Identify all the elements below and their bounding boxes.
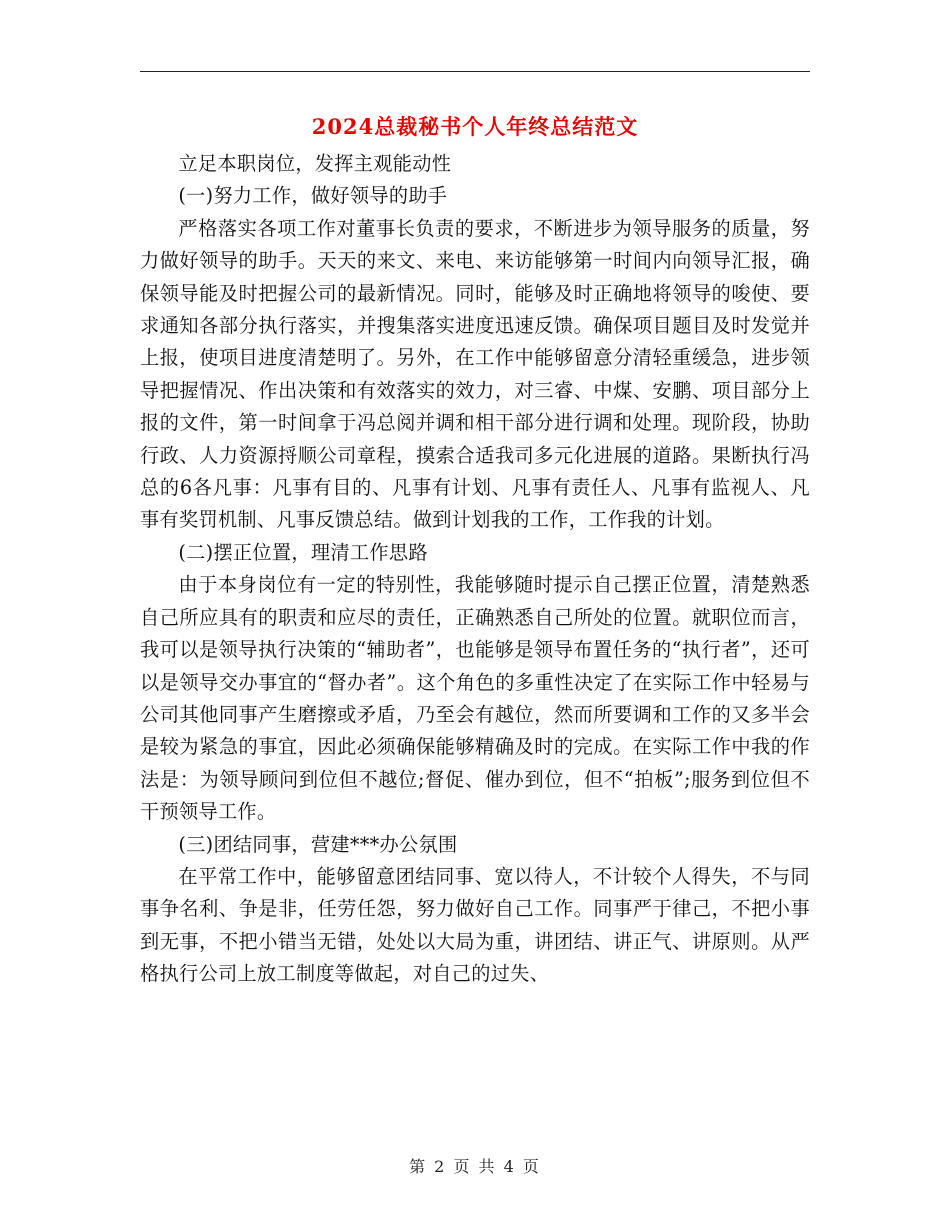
document-title: 2024总裁秘书个人年终总结范文: [311, 114, 639, 139]
body-paragraph-2: 由于本身岗位有一定的特别性，我能够随时提示自己摆正位置，清楚熟悉自己所应具有的职责和应尽的责任，正确熟悉自己所处的位置。就职位而言，我可以是领导执行决策的“辅助者”，也能够是领导布置任务的“执行者”，还可以是领导交办事宜的“督办者”。这个角色的多重性决定了在实际工作中轻易与公司其他同事产生磨擦或矛盾，乃至会有越位，然而所要调和工作的又多半会是较为紧急的事宜，因此必须确保能够精确及时的完成。在实际工作中我的作法是：为领导顾问到位但不越位;督促、催办到位，但不“拍板”;服务到位但不干预领导工作。: [140, 573, 810, 824]
page-footer: 第 2 页 共 4 页: [409, 1157, 541, 1176]
section-heading: 立足本职岗位，发挥主观能动性: [178, 152, 452, 175]
body-paragraph-3: 在平常工作中，能够留意团结同事、宽以待人，不计较个人得失，不与同事争名利、争是非，任劳任怨，努力做好自己工作。同事严于律己，不把小事到无事，不把小错当无错，处处以大局为重，讲团结、讲正气、讲原则。从严格执行公司上放工制度等做起，对自己的过失、: [140, 864, 810, 986]
subsection-heading-2: (二)摆正位置，理清工作思路: [178, 540, 428, 564]
body-paragraph-1: 严格落实各项工作对董事长负责的要求，不断进步为领导服务的质量，努力做好领导的助手。天天的来文、来电、来访能够第一时间内向领导汇报，确保领导能及时把握公司的最新情况。同时，能够及时正确地将领导的唆使、要求通知各部分执行落实，并搜集落实进度迅速反馈。确保项目题目及时发觉并上报，使项目进度清楚明了。另外，在工作中能够留意分清轻重缓急，进步领导把握情况、作出决策和有效落实的效力，对三睿、中煤、安鹏、项目部分上报的文件，第一时间拿于冯总阅并调和相干部分进行调和处理。现阶段，协助行政、人力资源捋顺公司章程，摸索合适我司多元化进展的道路。果断执行冯总的6各凡事：凡事有目的、凡事有计划、凡事有责任人、凡事有监视人、凡事有奖罚机制、凡事反馈总结。做到计划我的工作，工作我的计划。: [140, 216, 810, 532]
subsection-heading-1: (一)努力工作，做好领导的助手: [178, 184, 448, 208]
document-body: [140, 148, 810, 991]
subsection-heading-3: (三)团结同事，营建***办公氛围: [178, 832, 458, 856]
header-rule: [140, 71, 810, 72]
